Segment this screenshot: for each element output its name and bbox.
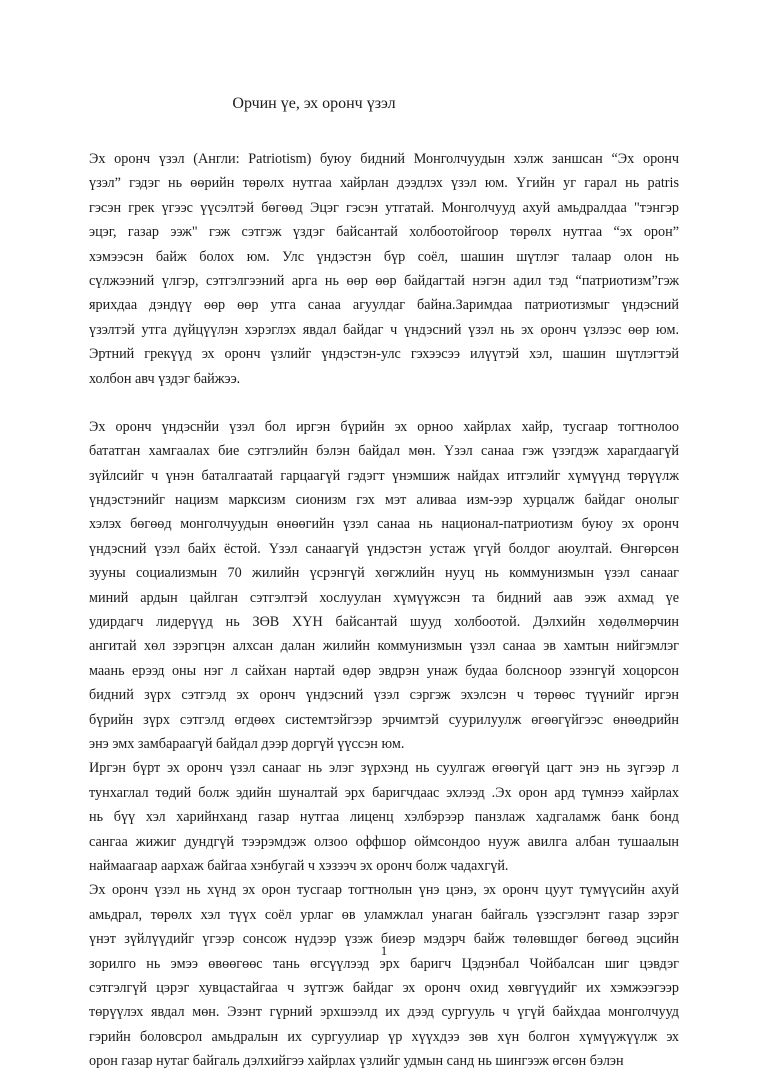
text-line: орон газар нутаг байгаль дэлхийгээ хайрлах үзлийг удмын санд нь шингээж өгсөн бэлэн (89, 1053, 624, 1070)
text-line: Эх оронч үзэл нь хүнд эх орон тусгаар тогтнолын үнэ цэнэ, эх оронч цуут түмүүсийн ахуй (89, 882, 679, 899)
text-line: зорилго нь эмээ өвөөгөөс тань өгсүүлээд эрх баригч Цэдэнбал Чойбалсан шиг цэвдэг (89, 955, 679, 972)
document-title: Орчин үе, эх оронч үзэл (232, 95, 396, 112)
text-line: ангитай хөл зэрэгцэн алхсан далан жилийн коммунизмын үзэл санаа эв хамтын нийгэмлэг (89, 638, 679, 655)
paragraph-gap (89, 391, 679, 415)
text-line: тунхаглал төдий болж эдийн шуналтай эрх баригчдаас эхлээд .Эх орон ард түмнээ хайрлах (89, 784, 679, 801)
text-line: үнэт зүйлүүдийг үгээр сонсож нүдээр үзэж биеэр мэдэрч байж төлөвшдөг бөгөөд эцсийн (89, 931, 679, 948)
text-line: Эх оронч үндэснйи үзэл бол иргэн бүрийн эх орноо хайрлах хайр, тусгаар тогтнолоо (89, 418, 679, 435)
text-line: зууны социализмын 70 жилийн үсрэнгүй хөгжлийн нууц нь коммунизмын үзэл санааг (89, 565, 679, 582)
text-line: үзэл” гэдэг нь өөрийн төрөлх нутгаа хайрлан дээдлэх үзэл юм. Үгийн уг гарал нь patris (89, 175, 679, 192)
paragraph (89, 147, 679, 391)
text-line: холбон авч үздэг байжээ. (89, 370, 241, 387)
text-line: сангаа жижиг дундгүй тээрэмдэж олзоо оффшор оймсондоо нууж авилга албан тушаалын (89, 833, 679, 850)
text-line: хэмээсэн байж болох юм. Улс үндэстэн бүр соёл, шашин шүтлэг талаар олон нь (89, 248, 679, 265)
text-line: амьдрал, төрөлх хэл түүх соёл урлаг өв уламжлал унаган байгаль үзэсгэлэнт газар зэрэг (89, 906, 679, 923)
text-line: гэрийн боловсрол амьдралын их сургуулиар үр хүүхдээ зөв хүн болгон хүмүүжүүлж эх (89, 1028, 679, 1045)
text-line: хэлэх бөгөөд монголчуудын өнөөгийн үзэл санаа нь национал-патриотизм буюу эх оронч (89, 516, 679, 533)
text-line: бидний зүрх сэтгэлд эх оронч үндэсний үзэл сэргэж эхэлсэн ч төрөөс түүнийг иргэн (89, 687, 679, 704)
text-line: Эртний грекүүд эх оронч үзлийг үндэстэн-улс гэхээсээ илүүтэй хэл, шашин шүтлэгтэй (89, 346, 679, 363)
text-line: бататган хамгаалах бие сэтгэлийн бэлэн байдал мөн. Үзэл санаа гэж үзэгдэж харагдаагүй (89, 443, 679, 460)
text-line: нь бүү хэл харийнханд газар нутгаа лиценц хэлбэрээр панзлаж хадгаламж банк бонд (89, 809, 679, 826)
text-line: миний ардын цайлган сэтгэлтэй хослуулан хүмүүжсэн та бидний аав ээж ахмад үе (89, 589, 679, 606)
text-line: үндэсний үзэл байх ёстой. Үзэл санаагүй үндэстэн устаж үгүй болдог аюултай. Өнгөрсөн (89, 540, 679, 557)
text-line: үзэлтэй утга дүйцүүлэн хэрэглэх явдал байдаг ч үндэсний үзэл нь эх оронч үзлээс өөр юм. (89, 321, 679, 338)
text-line: гэсэн грек үгээс үүсэлтэй бөгөөд Эцэг гэсэн утгатай. Монголчууд ахуй амьдралдаа "тэнгэр (89, 199, 679, 216)
text-line: Эх оронч үзэл (Англи: Patriotism) буюу бидний Монголчуудын хэлж заншсан “Эх оронч (89, 151, 679, 167)
text-line: удирдагч лидерүүд нь ЗӨВ ХҮН байсантай шууд холбоотой. Дэлхийн хөдөлмөрчин (89, 614, 679, 631)
text-line: эцэг, газар ээж" гэж сэтгэж үздэг байсантай холбоотойгоор төрөлх нутгаа “эх орон” (89, 224, 679, 241)
text-line: сүлжээний үлгэр, сэтгэлгээний арга нь өөр өөр байдагтай нэгэн адил тэд “патриотизм”гэж (89, 272, 679, 289)
text-line: үндэстэнийг нацизм марксизм сионизм гэх мэт аливаа изм-ээр хурцалж байдаг онолыг (89, 492, 679, 509)
text-line: маань ерээд оны нэг л сайхан нартай өдөр эвдрэн унаж будаа болсноор эзэнгүй хоцорсон (89, 662, 679, 679)
text-line: сэтгэлгүй цэрэг хувцастайгаа ч зүтгэж байдаг эх оронч охид хөвгүүдийг их хэмжээгээр (89, 979, 679, 996)
text-line: ярихдаа дэндүү өөр өөр утга санаа агуулдаг байна.Заримдаа патриотизмыг үндэсний (89, 297, 679, 314)
page-number: 1 (380, 943, 388, 958)
text-line: төрүүлэх явдал мөн. Эзэнт гүрний эрхшээлд их дээд сургууль ч үгүй байхдаа монголчууд (89, 1004, 679, 1021)
text-line: наймаагаар аархаж байгаа хэнбугай ч хэзээч эх оронч болж чадахгүй. (89, 857, 509, 874)
paragraph (89, 415, 679, 1073)
text-line: зүйлсийг ч үнэн баталгаатай гарцаагүй гэдэгт үнэмшиж найдах итгэлийг хүмүүнд төрүүлж (89, 467, 679, 484)
text-line: энэ эмх замбараагүй байдал дээр доргүй үүссэн юм. (89, 735, 405, 752)
text-line: Иргэн бүрт эх оронч үзэл санааг нь элэг зүрхэнд нь суулгаж өгөөгүй цагт энэ нь зүгээр л (89, 760, 679, 777)
document-body (89, 147, 679, 1073)
text-line: бүрийн зүрх сэтгэлд өгдөөх системтэйгээр эрчимтэй суурилуулж өгөөгүйгээс өнөөдрийн (89, 711, 679, 728)
